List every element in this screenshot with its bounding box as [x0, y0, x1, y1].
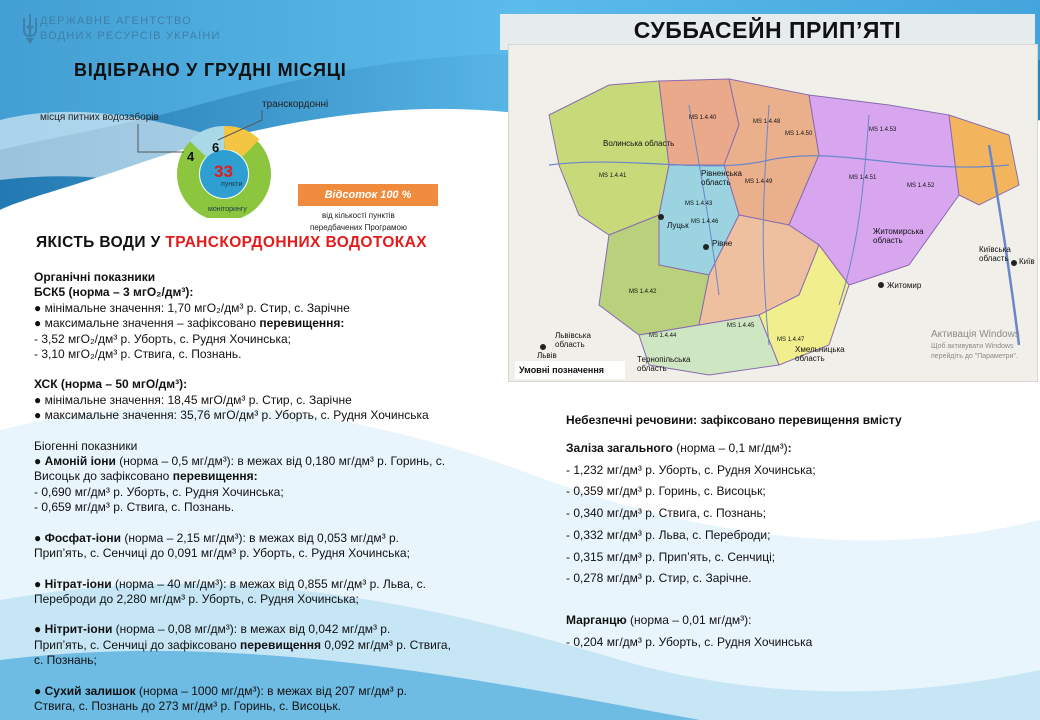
watermark-line1: Активація Windows	[931, 329, 1020, 340]
iron-item-3: - 0,340 мг/дм³ р. Ствига, с. Познань;	[566, 506, 767, 521]
label-zhytomyr: Житомирська область	[873, 227, 924, 245]
phos-name: ● Фосфат-іони	[34, 530, 122, 545]
nitrit-line	[34, 622, 534, 637]
xck-title: ХСК (норма – 50 мгО/дм³):	[34, 377, 188, 392]
quality-heading	[36, 234, 427, 252]
iron-norm: (норма – 0,1 мг/дм³)	[672, 441, 788, 455]
label-kyiv-oblast: Київська область	[979, 245, 1011, 263]
iron-item-5: - 0,315 мг/дм³ р. Прип’ять, с. Сенчиці;	[566, 549, 776, 564]
bsk-max	[34, 316, 534, 331]
bsk-max-exceed: перевищення:	[259, 316, 345, 331]
drinking-count: 4	[187, 149, 195, 164]
region-ms-1-4-40	[659, 79, 739, 165]
iron-item-1: - 1,232 мг/дм³ р. Уборть, с. Рудня Хочинська;	[566, 462, 816, 477]
label-rivne: Рівненська область	[701, 169, 742, 187]
iron-item-2: - 0,359 мг/дм³ р. Горинь, с. Висоцьк;	[566, 484, 766, 499]
city-zhytomyr: Житомир	[887, 281, 922, 290]
unit-ms-1-4-46: MS 1.4.46	[691, 219, 719, 225]
left-indicators	[34, 270, 534, 714]
nitrit-cont: Прип’ять, с. Сенчиці до зафіксовано	[34, 637, 241, 652]
unit-ms-1-4-51: MS 1.4.51	[849, 175, 877, 181]
amm-item-1: - 0,690 мг/дм³ р. Уборть, с. Рудня Хочинська;	[34, 484, 284, 499]
transboundary-count: 6	[212, 140, 220, 155]
unit-ms-1-4-45: MS 1.4.45	[727, 323, 755, 329]
unit-ms-1-4-53: MS 1.4.53	[869, 127, 897, 133]
drinking-label: місця питних водозаборів	[40, 112, 159, 123]
unit-ms-1-4-52: MS 1.4.52	[907, 183, 935, 189]
map-title: СУББАСЕЙН ПРИП’ЯТІ	[633, 17, 902, 43]
amm-line-2	[34, 469, 534, 484]
nitrit-name: ● Нітрит-іони	[34, 622, 113, 637]
unit-ms-1-4-40: MS 1.4.40	[689, 115, 717, 121]
biogenic-title: Біогенні показники	[34, 438, 138, 453]
city-lviv: Львів	[537, 351, 557, 360]
amm-name: ● Амоній іони	[34, 454, 116, 469]
iron-item-6: - 0,278 мг/дм³ р. Стир, с. Зарічне.	[566, 571, 752, 586]
unit-ms-1-4-43: MS 1.4.43	[685, 201, 713, 207]
city-lutsk: Луцьк	[667, 221, 689, 230]
donut-total: 33	[214, 162, 233, 181]
dry-range: (норма – 1000 мг/дм³): в межах від 207 мг/дм³ р.	[135, 683, 407, 698]
nitrit-range: (норма – 0,08 мг/дм³): в межах від 0,042 мг/дм³ р.	[112, 622, 391, 637]
city-rivne: Рівне	[712, 239, 733, 248]
bsk-max-text: ● максимальне значення – зафіксовано	[34, 316, 260, 331]
percent-note-2: передбачених Програмою	[310, 223, 407, 232]
donut-leader-lines	[0, 0, 300, 200]
donut-total-caption-1: пункти	[221, 181, 243, 188]
iron-item-4: - 0,332 мг/дм³ р. Льва, с. Переброди;	[566, 527, 771, 542]
nitrit-line-2	[34, 638, 534, 653]
iron-name: Заліза загального	[566, 441, 673, 455]
watermark-line3: перейдіть до "Параметри".	[931, 353, 1018, 360]
unit-ms-1-4-47: MS 1.4.47	[777, 337, 805, 343]
transboundary-label: транскордонні	[262, 99, 329, 110]
amm-exceed: перевищення:	[172, 469, 258, 484]
quality-heading-part2: ТРАНСКОРДОННИХ ВОДОТОКАХ	[165, 234, 427, 251]
percent-note-1: від кількості пунктів	[322, 211, 395, 220]
nitrat-range: (норма – 40 мг/дм³): в межах від 0,855 мг/дм³ р. Льва, с.	[111, 576, 426, 591]
amm-item-2: - 0,659 мг/дм³ р. Ствига, с. Познань.	[34, 500, 235, 515]
iron-title	[566, 438, 1026, 460]
unit-ms-1-4-49: MS 1.4.49	[745, 179, 773, 185]
basin-map	[508, 44, 1038, 382]
nitrit-exceed: перевищення	[240, 637, 321, 652]
dry-line-2: Ствига, с. Познань до 273 мг/дм³ р. Горинь, с. Висоцьк.	[34, 698, 341, 713]
unit-ms-1-4-44: MS 1.4.44	[649, 333, 677, 339]
organic-title: Органічні показники	[34, 270, 156, 284]
right-hazardous	[566, 412, 1026, 653]
agency-name-line1: ДЕРЖАВНЕ АГЕНТСТВО	[40, 15, 192, 27]
amm-cont: Висоцьк до зафіксовано	[34, 469, 173, 484]
watermark-line2: Щоб активувати Windows	[931, 343, 1014, 350]
nitrat-line	[34, 577, 534, 592]
unit-ms-1-4-41: MS 1.4.41	[599, 173, 627, 179]
unit-ms-1-4-48: MS 1.4.48	[753, 119, 781, 125]
unit-ms-1-4-42: MS 1.4.42	[629, 289, 657, 295]
agency-name-line2: ВОДНИХ РЕСУРСІВ УКРАЇНИ	[40, 30, 221, 42]
bsk-min: ● мінімальне значення: 1,70 мгО₂/дм³ р. Стир, с. Зарічне	[34, 300, 350, 315]
map-legend-title: Умовні позначення	[519, 365, 605, 375]
label-lviv-oblast: Львівська область	[555, 331, 591, 349]
mn-name: Марганцю	[566, 612, 627, 627]
xck-max: ● максимальне значення: 35,76 мгО/дм³ р. Уборть, с. Рудня Хочинська	[34, 408, 429, 423]
dry-line	[34, 684, 534, 699]
bsk-item-1: - 3,52 мгО₂/дм³ р. Уборть, с. Рудня Хочинська;	[34, 331, 291, 346]
mn-norm: (норма – 0,01 мг/дм³):	[626, 612, 752, 627]
amm-range: (норма – 0,5 мг/дм³): в межах від 0,180 мг/дм³ р. Горинь, с.	[115, 454, 446, 469]
bsk-item-2: - 3,10 мгО₂/дм³ р. Ствига, с. Познань.	[34, 347, 242, 362]
mn-title	[566, 610, 1026, 632]
nitrat-line-2: Переброди до 2,280 мг/дм³ р. Уборть, с. Рудня Хочинська;	[34, 591, 359, 606]
xck-min: ● мінімальне значення: 18,45 мгО/дм³ р. Стир, с. Зарічне	[34, 392, 352, 407]
mn-item-1: - 0,204 мг/дм³ р. Уборть, с. Рудня Хочинська	[566, 634, 813, 649]
phos-line	[34, 531, 534, 546]
label-khmelnytskyi: Хмельницька область	[795, 345, 845, 363]
nitrit-value: 0,092 мг/дм³ р. Ствига,	[321, 637, 451, 652]
iron-colon: :	[787, 441, 792, 455]
phos-range: (норма – 2,15 мг/дм³): в межах від 0,053 мг/дм³ р.	[121, 530, 399, 545]
hazard-title: Небезпечні речовини: зафіксовано перевищення вмісту	[566, 413, 902, 427]
label-ternopil: Тернопільська область	[637, 355, 691, 373]
selected-heading: ВІДІБРАНО У ГРУДНІ МІСЯЦІ	[74, 60, 347, 80]
amm-line	[34, 454, 534, 469]
nitrit-line-3: с. Познань;	[34, 653, 97, 668]
percent-badge: Відсоток 100 %	[298, 184, 438, 206]
donut-total-caption-2: моніторингу	[208, 206, 247, 213]
bsk-title: БСК5 (норма – 3 мгО₂/дм³):	[34, 285, 194, 300]
nitrat-name: ● Нітрат-іони	[34, 576, 112, 591]
quality-heading-part1: ЯКІСТЬ ВОДИ У	[36, 234, 166, 251]
unit-ms-1-4-50: MS 1.4.50	[785, 131, 813, 137]
label-volyn: Волинська область	[603, 139, 675, 148]
city-kyiv: Київ	[1019, 257, 1035, 266]
phos-line-2: Прип’ять, с. Сенчиці до 0,091 мг/дм³ р. Уборть, с. Рудня Хочинська;	[34, 546, 410, 561]
dry-name: ● Сухий залишок	[34, 683, 136, 698]
